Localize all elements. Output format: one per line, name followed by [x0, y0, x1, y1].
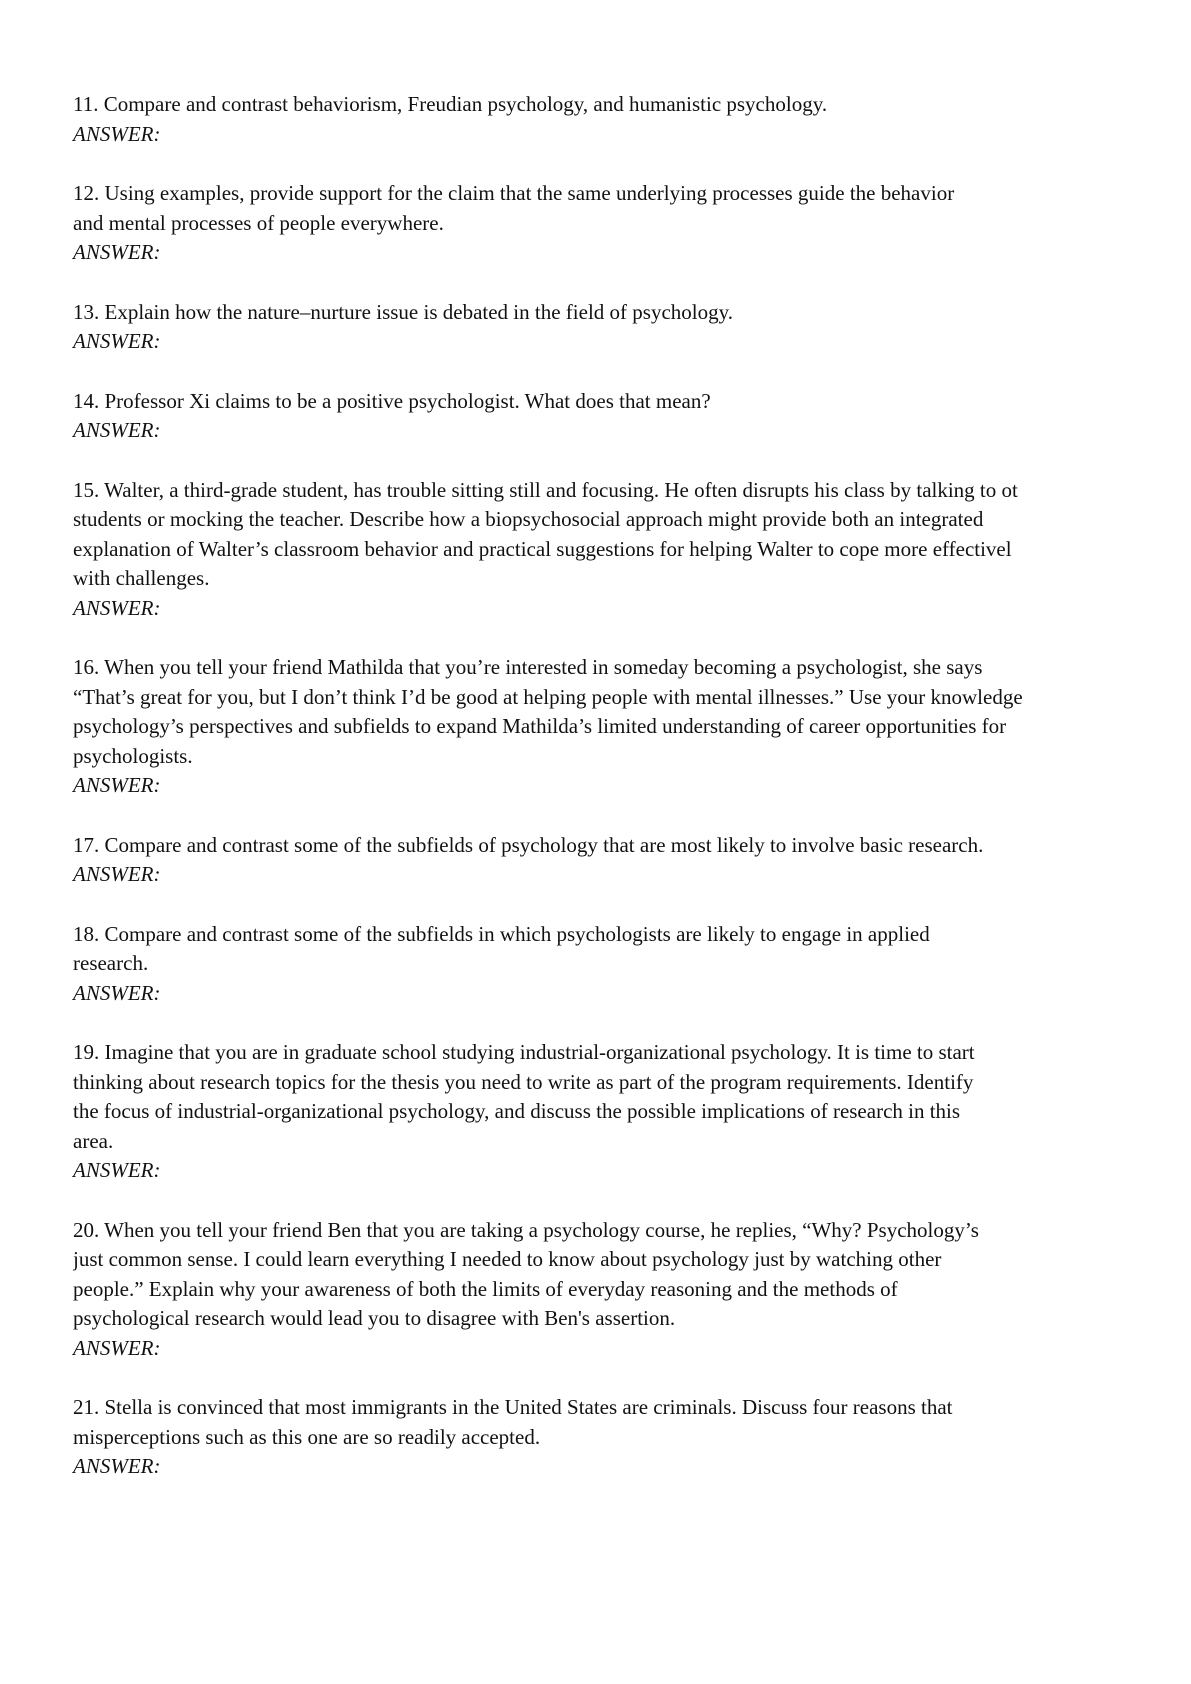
- question-item: [73, 1038, 1191, 1186]
- answer-label: ANSWER:: [73, 595, 161, 620]
- question-text-line: research.: [73, 951, 149, 975]
- question-text-line: and mental processes of people everywhere.: [73, 210, 444, 235]
- answer-label: ANSWER:: [73, 1158, 161, 1182]
- question-text-line: “That’s great for you, but I don’t think I’d be good at helping people with mental illnesses.” Use your knowledge: [73, 684, 1023, 709]
- question-item: [73, 1393, 1191, 1482]
- answer-label: ANSWER:: [73, 773, 161, 797]
- question-item: [73, 653, 1191, 801]
- answer-label: ANSWER:: [73, 980, 161, 1005]
- question-text-line: just common sense. I could learn everything I needed to know about psychology just by watching other: [73, 1247, 942, 1271]
- question-text-line: psychological research would lead you to disagree with Ben's assertion.: [73, 1306, 676, 1330]
- question-text-line: people.” Explain why your awareness of both the limits of everyday reasoning and the methods of: [73, 1276, 898, 1301]
- question-item: [73, 179, 1191, 268]
- answer-label: ANSWER:: [73, 862, 161, 886]
- question-item: [73, 831, 1191, 890]
- question-text-line: the focus of industrial-organizational psychology, and discuss the possible implications of research in this: [73, 1099, 961, 1123]
- question-text-line: 14. Professor Xi claims to be a positive psychologist. What does that mean?: [73, 388, 711, 413]
- question-text-line: thinking about research topics for the thesis you need to write as part of the program requirements. Identify: [73, 1069, 974, 1094]
- question-text-line: 20. When you tell your friend Ben that you are taking a psychology course, he replies, “Why? Psychology’s: [73, 1217, 979, 1242]
- question-text-line: 21. Stella is convinced that most immigrants in the United States are criminals. Discuss four reasons that: [73, 1395, 953, 1419]
- question-item: [73, 1216, 1191, 1364]
- question-text-line: 18. Compare and contrast some of the subfields in which psychologists are likely to engage in applied: [73, 921, 930, 946]
- question-text-line: with challenges.: [73, 566, 210, 590]
- question-text-line: psychology’s perspectives and subfields to expand Mathilda’s limited understanding of career opportunities for: [73, 714, 1007, 738]
- question-text-line: 15. Walter, a third-grade student, has trouble sitting still and focusing. He often disrupts his class by talking to ot: [73, 477, 1018, 502]
- question-text-line: psychologists.: [73, 743, 193, 768]
- question-list: [73, 90, 1191, 1512]
- question-text-line: 17. Compare and contrast some of the subfields of psychology that are most likely to involve basic research.: [73, 832, 984, 857]
- question-item: [73, 387, 1191, 446]
- question-text-line: students or mocking the teacher. Describe how a biopsychosocial approach might provide both an integrated: [73, 507, 984, 531]
- answer-label: ANSWER:: [73, 240, 161, 264]
- answer-label: ANSWER:: [73, 1335, 161, 1360]
- question-text-line: misperceptions such as this one are so readily accepted.: [73, 1424, 541, 1449]
- question-item: [73, 90, 1191, 149]
- answer-label: ANSWER:: [73, 121, 161, 146]
- question-text-line: 11. Compare and contrast behaviorism, Freudian psychology, and humanistic psychology.: [73, 92, 828, 116]
- question-item: [73, 298, 1191, 357]
- question-item: [73, 920, 1191, 1009]
- question-text-line: 16. When you tell your friend Mathilda that you’re interested in someday becoming a psychologist, she says: [73, 655, 983, 679]
- question-text-line: area.: [73, 1128, 114, 1153]
- question-text-line: 19. Imagine that you are in graduate school studying industrial-organizational psychology. It is time to start: [73, 1040, 975, 1064]
- answer-label: ANSWER:: [73, 418, 161, 442]
- answer-label: ANSWER:: [73, 329, 161, 353]
- question-item: [73, 476, 1191, 624]
- answer-label: ANSWER:: [73, 1454, 161, 1478]
- question-text-line: explanation of Walter’s classroom behavior and practical suggestions for helping Walter to cope more effectivel: [73, 536, 1012, 561]
- question-text-line: 13. Explain how the nature–nurture issue is debated in the field of psychology.: [73, 299, 733, 324]
- question-text-line: 12. Using examples, provide support for the claim that the same underlying processes guide the behavior: [73, 181, 955, 205]
